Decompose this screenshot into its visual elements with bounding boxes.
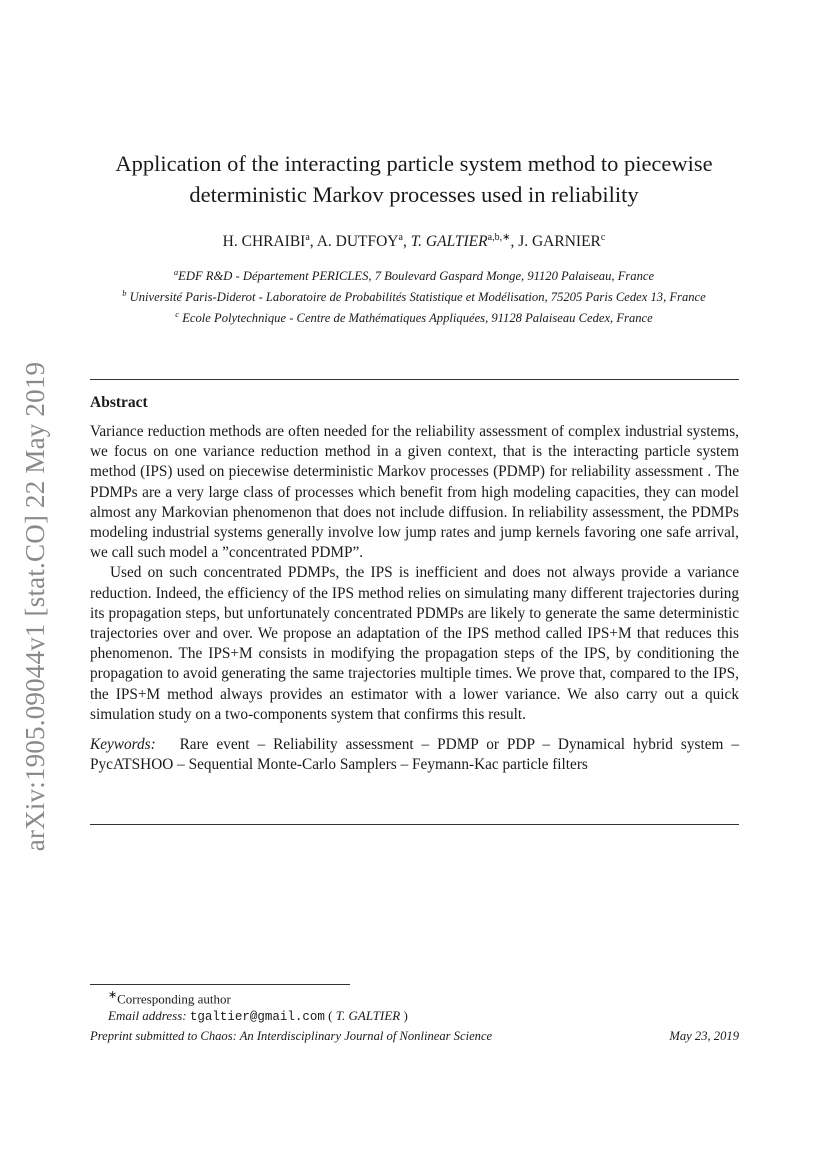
abstract-paragraph-1: Variance reduction methods are often needed for the reliability assessment of complex industrial systems, we focus on one variance reduction method in a given context, that is the interacting particle system method (IPS) used on piecewise deterministic Markov processes (PDMP) for reliability assessment . The PDMPs are a very large class of processes which benefit from high modeling capacities, they can model almost any Markovian phenomenon that does not include diffusion. In reliability assessment, the PDMPs modeling industrial systems generally involve low jump rates and jump kernels favoring one safe arrival, we call such model a ”concentrated PDMP”. [90, 423, 739, 562]
footnote [108, 987, 728, 1026]
footnote-corresponding [108, 987, 728, 1007]
footnote-email: Email address: tgaltier@gmail.com ( T. GALTIER ) [108, 1008, 408, 1025]
affiliation-text: Université Paris-Diderot - Laboratoire de Probabilités Statistique et Modélisation, 75205 Paris Cedex 13, France [129, 290, 706, 305]
author-2: , A. DUTFOY [309, 233, 399, 251]
affiliation-mark: a [173, 267, 179, 277]
abstract-paragraph-2: Used on such concentrated PDMPs, the IPS is inefficient and does not always provide a variance reduction. Indeed, the efficiency of the IPS method relies on simulating many different trajectories during its propagation steps, but unfortunately concentrated PDMPs are likely to generate the same deterministic trajectories over and over. We propose an adaptation of the IPS method called IPS+M that reduces this phenomenon. The IPS+M consists in modifying the propagation steps of the IPS, by conditioning the propagation to avoid generating the same trajectories multiple times. We prove that, compared to the IPS, the IPS+M method always provides an estimator with a lower variance. We also carry out a quick simulation study on a two-components system that confirms this result. [90, 564, 739, 723]
preprint-footer [90, 1029, 739, 1044]
affiliation-mark: b [122, 288, 127, 299]
affiliations [88, 264, 740, 328]
email-label: Email address: [108, 1008, 187, 1024]
preprint-note: Preprint submitted to Chaos: An Interdisciplinary Journal of Nonlinear Science [90, 1029, 493, 1043]
affiliation-a [88, 264, 740, 285]
author-1: H. CHRAIBI [222, 233, 306, 251]
footnote-corresponding-text: Corresponding author [117, 991, 231, 1007]
author-4-mark: c [600, 232, 606, 243]
author-2-mark: a [398, 232, 403, 243]
paper-title [80, 148, 748, 210]
arxiv-stamp [14, 352, 58, 860]
abstract-body [90, 422, 739, 775]
abstract-heading: Abstract [90, 394, 148, 411]
affiliation-text: EDF R&D - Département PERICLES, 7 Boulevard Gaspard Monge, 91120 Palaiseau, France [178, 269, 655, 284]
footnote-rule [90, 984, 350, 985]
keywords [90, 735, 739, 775]
keywords-text: Rare event – Reliability assessment – PDMP or PDP – Dynamical hybrid system – PycATSHOO – Sequential Monte-Carlo Samplers – Feymann-Kac particle filters [90, 736, 739, 774]
author-list [80, 232, 748, 251]
affiliation-c [88, 306, 740, 327]
author-separator: , [402, 233, 411, 251]
preprint-date: May 23, 2019 [669, 1029, 739, 1043]
abstract-top-rule [90, 379, 739, 380]
affiliation-text: Ecole Polytechnique - Centre de Mathématiques Appliquées, 91128 Palaiseau Cedex, France [182, 311, 653, 326]
abstract-bottom-rule [90, 824, 739, 825]
affiliation-b [88, 285, 740, 306]
arxiv-stamp-text: arXiv:1905.09044v1 [stat.CO] 22 May 2019 [20, 361, 51, 851]
title-line-1: Application of the interacting particle system method to piecewise [115, 151, 713, 176]
author-3-mark: a,b,∗ [487, 232, 511, 243]
affiliation-mark: c [175, 309, 180, 320]
title-line-2: deterministic Markov processes used in reliability [189, 182, 639, 207]
author-3: T. GALTIER [410, 233, 488, 251]
author-4: , J. GARNIER [510, 233, 601, 251]
email-link[interactable]: tgaltier@gmail.com [189, 1010, 325, 1025]
email-owner: T. GALTIER [335, 1008, 401, 1024]
footnote-mark: ∗ [108, 989, 118, 1001]
keywords-label: Keywords: [90, 736, 156, 754]
author-1-mark: a [305, 232, 310, 243]
